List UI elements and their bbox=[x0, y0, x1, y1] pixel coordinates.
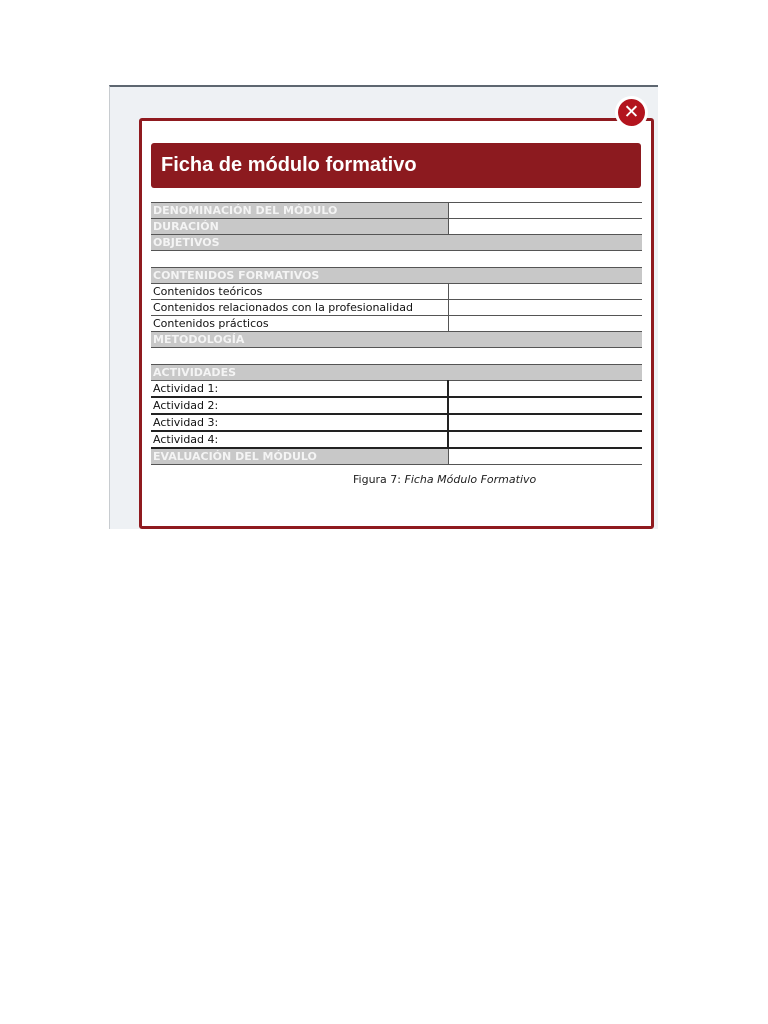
close-button[interactable] bbox=[615, 96, 648, 129]
figure-caption bbox=[353, 473, 536, 486]
actividad-4-label: Actividad 4: bbox=[151, 431, 448, 448]
form-row-objetivos bbox=[151, 235, 642, 251]
actividades-header: ACTIVIDADES bbox=[151, 365, 642, 381]
denominacion-label: DENOMINACIÓN DEL MÓDULO bbox=[151, 203, 448, 219]
form-row-practicos bbox=[151, 316, 642, 332]
actividad-3-label: Actividad 3: bbox=[151, 414, 448, 431]
module-form-table bbox=[151, 202, 642, 465]
form-row-actividad-3 bbox=[151, 414, 642, 431]
contenidos-practicos-label: Contenidos prácticos bbox=[151, 316, 448, 332]
objetivos-header: OBJETIVOS bbox=[151, 235, 642, 251]
actividad-1-label: Actividad 1: bbox=[151, 381, 448, 398]
caption-title: Ficha Módulo Formativo bbox=[404, 473, 537, 486]
form-row-duracion bbox=[151, 219, 642, 235]
form-row-teoricos bbox=[151, 284, 642, 300]
evaluacion-label: EVALUACIÓN DEL MÓDULO bbox=[151, 448, 448, 465]
contenidos-teoricos-value-cell[interactable] bbox=[448, 284, 642, 300]
form-row-actividades bbox=[151, 365, 642, 381]
actividad-4-value-cell[interactable] bbox=[448, 431, 642, 448]
actividad-2-value-cell[interactable] bbox=[448, 397, 642, 414]
form-row-relacionados bbox=[151, 300, 642, 316]
form-row-evaluacion bbox=[151, 448, 642, 465]
duracion-label: DURACIÓN bbox=[151, 219, 448, 235]
duracion-value-cell[interactable] bbox=[448, 219, 642, 235]
contenidos-teoricos-label: Contenidos teóricos bbox=[151, 284, 448, 300]
modal-title: Ficha de módulo formativo bbox=[151, 143, 641, 188]
evaluacion-value-cell[interactable] bbox=[448, 448, 642, 465]
form-row-actividad-2 bbox=[151, 397, 642, 414]
contenidos-relacionados-label: Contenidos relacionados con la profesionalidad bbox=[151, 300, 448, 316]
metodologia-content-area[interactable] bbox=[151, 348, 642, 365]
objetivos-content-area[interactable] bbox=[151, 251, 642, 268]
actividad-1-value-cell[interactable] bbox=[448, 381, 642, 398]
form-row-metodologia bbox=[151, 332, 642, 348]
form-row-actividad-4 bbox=[151, 431, 642, 448]
contenidos-practicos-value-cell[interactable] bbox=[448, 316, 642, 332]
denominacion-value-cell[interactable] bbox=[448, 203, 642, 219]
actividad-3-value-cell[interactable] bbox=[448, 414, 642, 431]
contenidos-relacionados-value-cell[interactable] bbox=[448, 300, 642, 316]
form-row-denominacion bbox=[151, 203, 642, 219]
close-icon: ✕ bbox=[618, 99, 645, 126]
form-row-contenidos bbox=[151, 268, 642, 284]
actividad-2-label: Actividad 2: bbox=[151, 397, 448, 414]
contenidos-formativos-header: CONTENIDOS FORMATIVOS bbox=[151, 268, 642, 284]
form-row-actividad-1 bbox=[151, 381, 642, 398]
caption-prefix: Figura 7: bbox=[353, 473, 405, 486]
metodologia-header: METODOLOGÍA bbox=[151, 332, 642, 348]
